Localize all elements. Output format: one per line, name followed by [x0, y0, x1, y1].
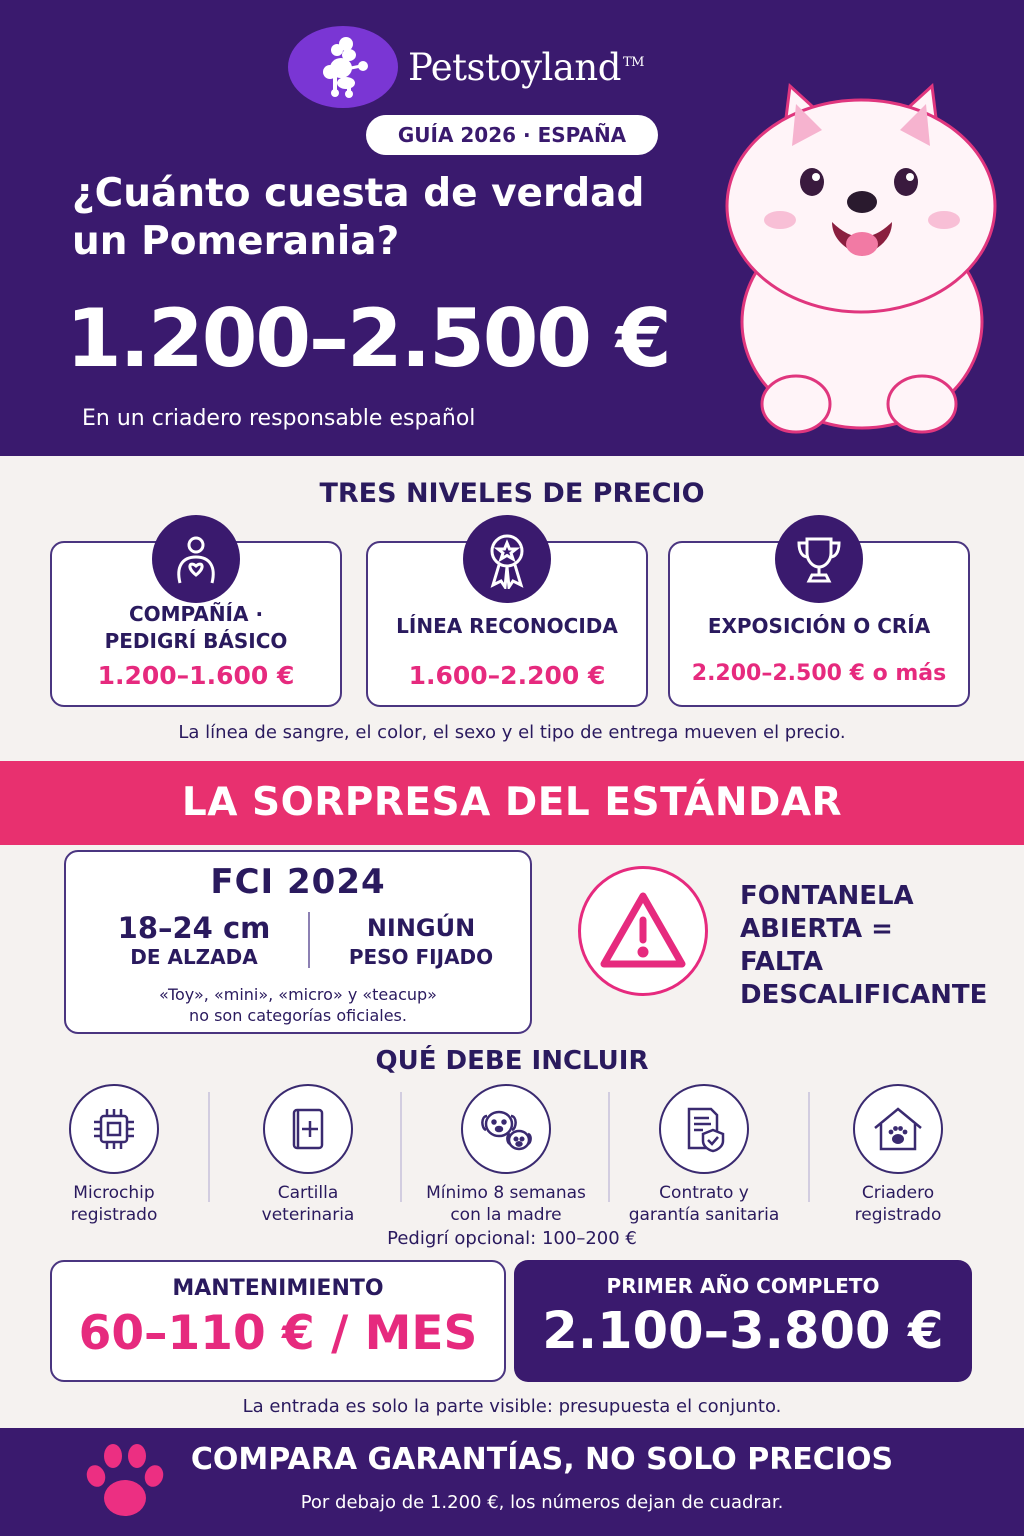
- include-label: [416, 1182, 596, 1226]
- fci-note-line2: no son categorías oficiales.: [189, 1006, 407, 1025]
- tiers-title: TRES NIVELES DE PRECIO: [319, 478, 705, 509]
- pedigree-note: Pedigrí opcional: 100–200 €: [387, 1228, 637, 1249]
- include-label-line2: registrado: [70, 1205, 158, 1225]
- brand-trademark: TM: [622, 55, 644, 71]
- brand[interactable]: [288, 26, 644, 108]
- microchip-icon: [69, 1084, 159, 1174]
- include-label-line1: Contrato y: [659, 1183, 749, 1203]
- guide-badge: GUÍA 2026 · ESPAÑA: [366, 115, 658, 155]
- tier-price: 1.600–2.200 €: [408, 661, 606, 690]
- tier-card-companion: [50, 541, 342, 707]
- fci-weight-value: NINGÚN: [366, 914, 476, 942]
- contract-shield-icon: [659, 1084, 749, 1174]
- include-label-line2: veterinaria: [261, 1205, 355, 1225]
- tier-card-recognized-line: [366, 541, 648, 707]
- maintenance-card: [50, 1260, 506, 1382]
- hero-title-line2: un Pomerania?: [72, 219, 400, 264]
- include-label: [614, 1182, 794, 1226]
- fci-height: [84, 912, 304, 970]
- fci-weight: [318, 912, 524, 970]
- include-separator: [608, 1092, 610, 1202]
- include-label: [218, 1182, 398, 1226]
- fci-weight-label: PESO FIJADO: [348, 945, 494, 969]
- trophy-icon: [775, 515, 863, 603]
- footer-title: COMPARA GARANTÍAS, NO SOLO PRECIOS: [190, 1442, 894, 1477]
- hero-title: [72, 170, 722, 266]
- include-label: [808, 1182, 988, 1226]
- include-item-eight-weeks: [416, 1084, 596, 1226]
- fci-height-label: DE ALZADA: [130, 945, 258, 969]
- include-label-line2: con la madre: [450, 1205, 562, 1225]
- warning-line3: FALTA: [740, 947, 824, 977]
- poodle-icon: [288, 26, 398, 108]
- tier-price: 2.200–2.500 € o más: [691, 661, 947, 686]
- costs-note: La entrada es solo la parte visible: presupuesta el conjunto.: [242, 1396, 782, 1417]
- tiers-note: La línea de sangre, el color, el sexo y el tipo de entrega mueven el precio.: [178, 722, 846, 743]
- standard-band-title: LA SORPRESA DEL ESTÁNDAR: [0, 761, 1024, 845]
- fci-title: FCI 2024: [210, 862, 386, 902]
- include-label-line1: Microchip: [73, 1183, 155, 1203]
- fci-note-line1: «Toy», «mini», «micro» y «teacup»: [159, 985, 437, 1004]
- footer: [0, 1428, 1024, 1536]
- include-label-line2: garantía sanitaria: [628, 1205, 780, 1225]
- dog-puppy-icon: [461, 1084, 551, 1174]
- fci-divider: [308, 912, 310, 968]
- include-label-line2: registrado: [854, 1205, 942, 1225]
- include-item-breeder: [808, 1084, 988, 1226]
- brand-name: Petstoyland ™: [408, 45, 644, 89]
- hero-price: 1.200–2.500 €: [66, 292, 670, 385]
- pomeranian-illustration: [716, 76, 1006, 444]
- hero-subtitle: En un criadero responsable español: [82, 406, 476, 431]
- include-label-line1: Criadero: [861, 1183, 935, 1203]
- tier-name: LÍNEA RECONOCIDA: [396, 614, 618, 638]
- warning-icon: [578, 866, 708, 996]
- warning-line4: DESCALIFICANTE: [740, 980, 988, 1010]
- warning-line1: FONTANELA: [740, 881, 914, 911]
- tier-name-line2: PEDIGRÍ BÁSICO: [104, 629, 288, 653]
- footer-subtitle: Por debajo de 1.200 €, los números dejan de cuadrar.: [300, 1492, 784, 1513]
- fci-height-value: 18–24 cm: [117, 911, 271, 945]
- maintenance-value: 60–110 € / MES: [78, 1306, 478, 1361]
- include-label-line1: Cartilla: [277, 1183, 339, 1203]
- warning-line2: ABIERTA =: [740, 914, 893, 944]
- tier-name: [52, 601, 340, 655]
- tier-card-show-breeding: [668, 541, 970, 707]
- hands-heart-icon: [152, 515, 240, 603]
- first-year-label: PRIMER AÑO COMPLETO: [606, 1274, 880, 1298]
- fci-standard-box: [64, 850, 532, 1034]
- include-item-microchip: [24, 1084, 204, 1226]
- include-label: [24, 1182, 204, 1226]
- hero-section: [0, 0, 1024, 456]
- tier-name: EXPOSICIÓN O CRÍA: [707, 614, 931, 638]
- includes-title: QUÉ DEBE INCLUIR: [375, 1046, 649, 1076]
- rosette-icon: [463, 515, 551, 603]
- include-separator: [208, 1092, 210, 1202]
- first-year-card: [514, 1260, 972, 1382]
- include-separator: [400, 1092, 402, 1202]
- first-year-value: 2.100–3.800 €: [542, 1302, 944, 1361]
- tier-price: 1.200–1.600 €: [97, 661, 295, 690]
- fontanelle-warning: [740, 880, 987, 1012]
- include-item-vet-book: [218, 1084, 398, 1226]
- maintenance-label: MANTENIMIENTO: [172, 1276, 384, 1301]
- tier-name-line1: COMPAÑÍA ·: [128, 602, 264, 626]
- include-label-line1: Mínimo 8 semanas: [426, 1183, 586, 1203]
- include-item-contract: [614, 1084, 794, 1226]
- house-paw-icon: [853, 1084, 943, 1174]
- fci-note: [66, 984, 530, 1026]
- hero-title-line1: ¿Cuánto cuesta de verdad: [72, 171, 645, 216]
- health-book-icon: [263, 1084, 353, 1174]
